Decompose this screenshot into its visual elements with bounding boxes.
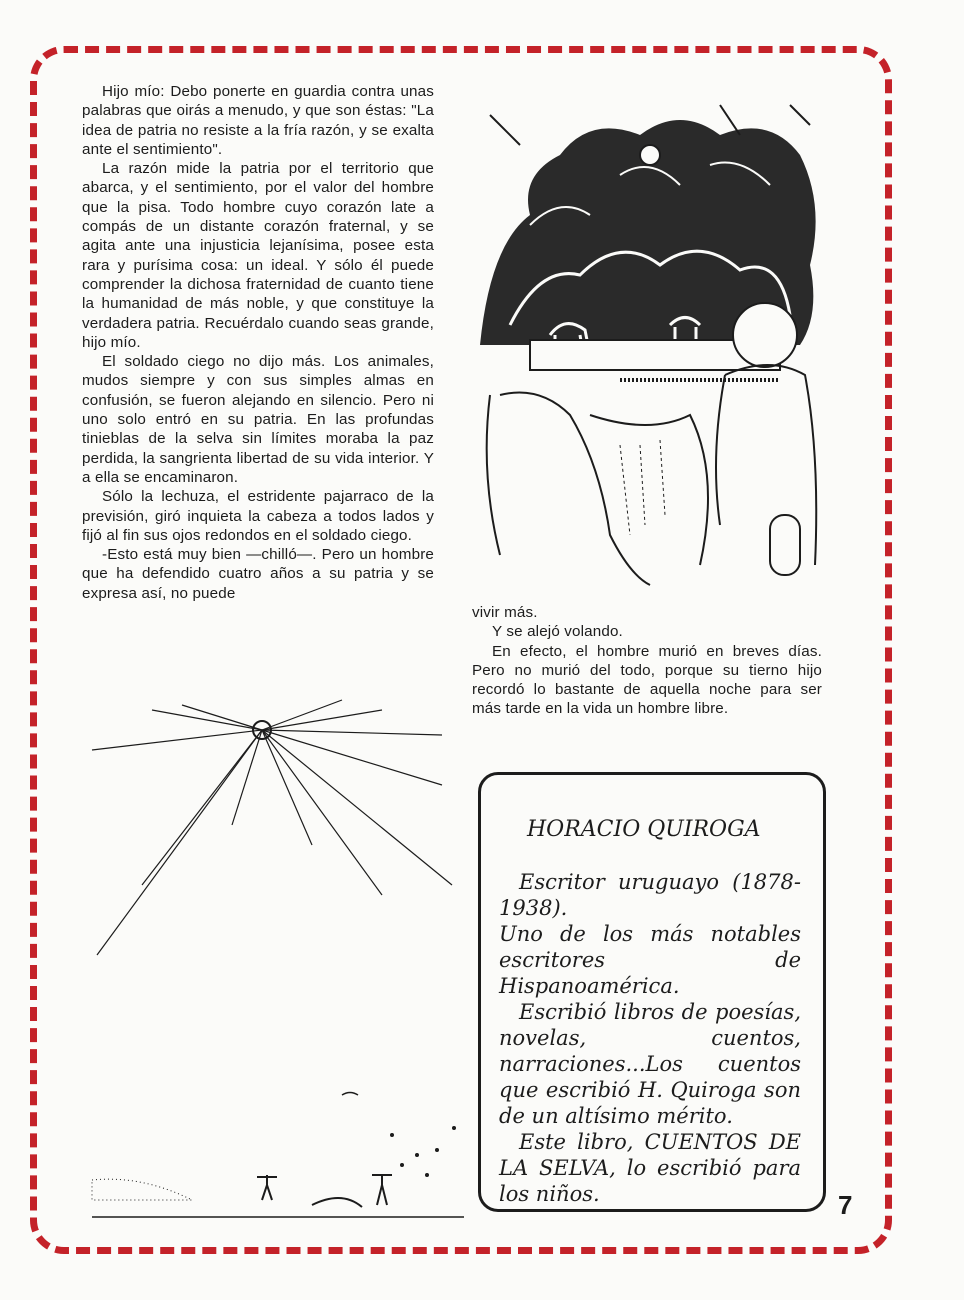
bio-paragraph: Uno de los más notables escritores de Hispanoamérica. — [499, 922, 801, 998]
paragraph: -Esto está muy bien —chilló—. Pero un hombre que ha defendido cuatro años a su patria y se expresa así, no puede — [82, 546, 434, 602]
bio-paragraph: Este libro, CUENTOS DE LA SELVA, lo escribió para los niños. — [499, 1130, 801, 1206]
story-text-left-column — [82, 82, 434, 603]
jungle-illustration — [470, 95, 835, 595]
paragraph: vivir más. — [472, 604, 538, 621]
story-text-right-column — [472, 603, 822, 719]
paragraph: En efecto, el hombre murió en breves días. Pero no murió del todo, porque su tierno hijo recordó lo bastante de aquella noche para ser más tarde en la vida un hombre libre. — [472, 642, 822, 718]
paragraph: El soldado ciego no dijo más. Los animales, mudos siempre y con sus simples almas en confusión, se fueron alejando en silencio. Pero ni uno solo entró en su patria. En las profundas tinieblas de la selva sin límites moraba la paz perdida, la sangrienta libertad de su vida interior. Y a ella se encaminaron. — [82, 353, 434, 486]
paragraph: Sólo la lechuza, el estridente pajarraco de la previsión, giró inquieta la cabeza a todos lados y fijó al fin sus ojos redondos en el soldado ciego. — [82, 488, 434, 544]
paragraph: Hijo mío: Debo ponerte en guardia contra unas palabras que oirás a menudo, y que son éstas: "La idea de patria no resiste a la fría razón, y se exalta ante el sentimiento". — [82, 83, 434, 158]
paragraph: Y se alejó volando. — [492, 623, 623, 641]
page-number: 7 — [838, 1190, 853, 1220]
paragraph: La razón mide la patria por el territorio que abarca, y el sentimiento, por el valor del hombre que la pisa. Todo hombre cuyo corazón late a compás de un distante corazón fraternal, y se agita ante una injusticia lejanísima, posee esta rara y purísima cosa: un ideal. Y sólo él puede comprender la dichosa fraternidad de cuanto tiene la humanidad de más noble, y que constituye la verdadera patria. Recuérdalo cuando seas grande, hijo mío. — [82, 160, 434, 351]
bio-paragraph: Escritor uruguayo (1878-1938). — [499, 870, 801, 920]
sun-landscape-illustration — [82, 695, 467, 1230]
author-name: HORACIO QUIROGA — [527, 817, 761, 842]
author-bio-box — [478, 772, 826, 1212]
bio-paragraph: Escribió libros de poesías, novelas, cuentos, narraciones...Los cuentos que escribió H. Quiroga son de un altísimo mérito. — [499, 1000, 801, 1128]
